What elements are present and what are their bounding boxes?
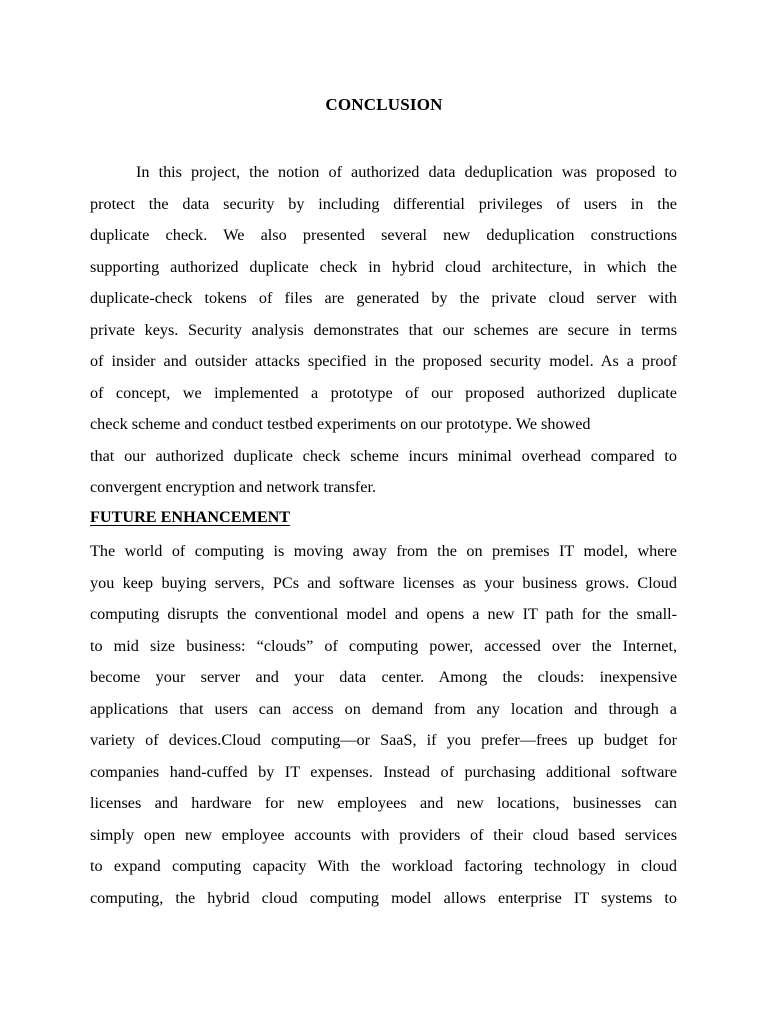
paragraph-line: become your server and your data center. Among the clouds: inexpensive [90, 668, 677, 686]
section-heading: FUTURE ENHANCEMENT [90, 508, 291, 526]
paragraph-line: convergent encryption and network transfer. [90, 478, 377, 496]
paragraph-line: supporting authorized duplicate check in hybrid cloud architecture, in which the [90, 257, 677, 276]
paragraph-line: licenses and hardware for new employees and new locations, businesses can [90, 794, 677, 812]
paragraph-line: of concept, we implemented a prototype of our proposed authorized duplicate [90, 383, 677, 402]
page-title: CONCLUSION [325, 95, 443, 114]
paragraph-line: that our authorized duplicate check scheme incurs minimal overhead compared to [90, 446, 677, 465]
paragraph-line: check scheme and conduct testbed experiments on our prototype. We showed [90, 415, 591, 433]
paragraph-line: companies hand-cuffed by IT expenses. Instead of purchasing additional software [90, 762, 677, 781]
paragraph-line: applications that users can access on demand from any location and through a [90, 699, 677, 718]
paragraph-line: you keep buying servers, PCs and software licenses as your business grows. Cloud [90, 573, 677, 592]
paragraph-line: private keys. Security analysis demonstrates that our schemes are secure in terms [90, 320, 677, 339]
paragraph-line: computing, the hybrid cloud computing model allows enterprise IT systems to [90, 888, 677, 907]
paragraph-line: duplicate check. We also presented several new deduplication constructions [90, 226, 677, 244]
paragraph-line: The world of computing is moving away from the on premises IT model, where [90, 542, 677, 560]
paragraph-line: In this project, the notion of authorized data deduplication was proposed to [136, 163, 677, 181]
paragraph-line: duplicate-check tokens of files are generated by the private cloud server with [90, 289, 677, 307]
paragraph-line: to mid size business: “clouds” of computing power, accessed over the Internet, [90, 636, 677, 655]
conclusion-paragraph [90, 157, 677, 504]
paragraph-line: to expand computing capacity With the workload factoring technology in cloud [90, 857, 677, 875]
future-enhancement-paragraph [90, 536, 677, 914]
paragraph-line: of insider and outsider attacks specified in the proposed security model. As a proof [90, 352, 677, 370]
paragraph-line: computing disrupts the conventional model and opens a new IT path for the small- [90, 605, 677, 623]
paragraph-line: simply open new employee accounts with providers of their cloud based services [90, 825, 677, 844]
paragraph-line: variety of devices.Cloud computing—or SaaS, if you prefer—frees up budget for [90, 731, 677, 749]
paragraph-line: protect the data security by including differential privileges of users in the [90, 194, 677, 213]
